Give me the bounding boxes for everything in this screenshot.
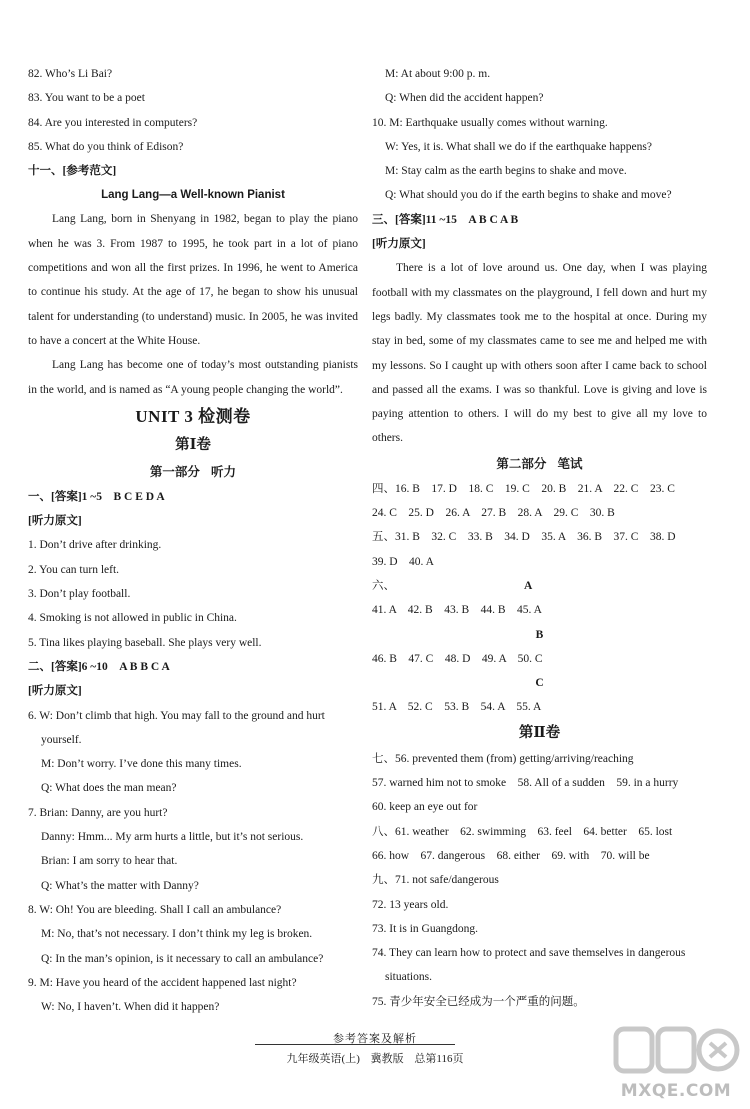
dialogue-line: 8. W: Oh! You are bleeding. Shall I call an ambulance? <box>28 903 282 916</box>
passage-b-label: B <box>535 628 544 641</box>
dialogue-line: Brian: I am sorry to hear that. <box>41 855 178 868</box>
section-8-answers-row: 66. how 67. dangerous 68. either 69. with 70. will be <box>372 849 650 862</box>
volume-1-title: 第Ⅰ卷 <box>175 436 211 453</box>
essay-title: Lang Lang—a Well-known Pianist <box>101 189 285 202</box>
section-7-answers-row: 60. keep an eye out for <box>372 801 478 814</box>
right-column <box>372 62 707 1014</box>
unit-title: UNIT 3 检测卷 <box>135 406 251 426</box>
section-9-answers-row: situations. <box>385 971 432 984</box>
answer-84: 84. Are you interested in computers? <box>28 116 198 129</box>
answer-82: 82. Who’s Li Bai? <box>28 68 113 80</box>
passage-c-answers: 51. A 52. C 53. B 54. A 55. A <box>372 701 542 714</box>
section-4-answers-row: 24. C 25. D 26. A 27. B 28. A 29. C 30. B <box>372 507 615 520</box>
dialogue-line: 10. M: Earthquake usually comes without warning. <box>372 116 608 129</box>
section-9-answers-row: 74. They can learn how to protect and save themselves in dangerous <box>372 947 686 960</box>
dialogue-line: W: Yes, it is. What shall we do if the earthquake happens? <box>385 140 652 153</box>
footer-edition: 冀教版 <box>370 1053 404 1065</box>
dialogue-line: Q: When did the accident happen? <box>385 92 544 105</box>
essay-paragraph-1: Lang Lang, born in Shenyang in 1982, began to play the piano when he was 3. From 1987 to 1995, he took part in a lot of piano competitions and won all the first prizes. In 1996, he went to America to continue his study. At the age of 17, he began to show his unusual talent for understanding (to understand) music. In 2005, he was invited to have a concert at the White House. <box>28 213 358 347</box>
section-1-transcript-label: [听力原文] <box>28 515 82 528</box>
section-11-heading: 十一、[参考范文] <box>28 165 117 178</box>
passage-c-label: C <box>535 677 544 690</box>
passage-b-answers: 46. B 47. C 48. D 49. A 50. C <box>372 652 543 665</box>
section-9-answers-row: 75. 青少年安全已经成为一个严重的问题。 <box>372 995 585 1008</box>
dialogue-line: 7. Brian: Danny, are you hurt? <box>28 806 168 819</box>
essay-paragraph-2: Lang Lang has become one of today’s most outstanding pianists in the world, and is named as “A young people changing the world”. <box>28 359 358 396</box>
section-9-answers-row: 九、71. not safe/dangerous <box>372 874 499 887</box>
section-9-answers-row: 73. It is in Guangdong. <box>372 922 479 935</box>
section-6-label: 六、 <box>372 579 395 592</box>
footer-title: 参考答案及解析 <box>333 1033 417 1045</box>
section-2-answer: 二、[答案]6 ~10 A B B C A <box>28 660 170 673</box>
transcript-item: 5. Tina likes playing baseball. She plays very well. <box>28 636 262 649</box>
dialogue-line: 6. W: Don’t climb that high. You may fall to the ground and hurt <box>28 709 325 722</box>
footer-grade: 九年级英语(上) <box>286 1053 360 1065</box>
dialogue-line: Danny: Hmm... My arm hurts a little, but it’s not serious. <box>41 831 304 844</box>
footer-page-number: 总第116页 <box>414 1053 464 1065</box>
dialogue-line: M: Don’t worry. I’ve done this many times. <box>41 758 242 771</box>
section-6-header-row <box>372 574 707 598</box>
part-2-title: 第二部分 笔试 <box>496 456 583 471</box>
left-column <box>28 62 358 1019</box>
section-3-answer: 三、[答案]11 ~15 A B C A B <box>372 213 519 226</box>
section-3-passage: There is a lot of love around us. One day, when I was playing football with my classmates on the playground, I fell down and hurt my legs badly. My classmates took me to the hospital at once. During my stay in bed, some of my classmates came to see me and helped me with my lessons. So I caught up with others soon after I came back to school and passed all the exams. I was so thankful. Love is giving and love is paying attention to others. I will do my best to give all my love to others. <box>372 262 707 445</box>
footer-divider <box>255 1044 455 1045</box>
section-5-answers-row: 五、31. B 32. C 33. B 34. D 35. A 36. B 37. C 38. D <box>372 531 676 544</box>
dialogue-line: 9. M: Have you heard of the accident happened last night? <box>28 976 297 989</box>
dialogue-line: Q: What does the man mean? <box>41 782 177 795</box>
section-7-answers-row: 七、56. prevented them (from) getting/arriving/reaching <box>372 752 634 765</box>
dialogue-line: M: At about 9:00 p. m. <box>385 68 491 80</box>
dialogue-line: Q: In the man’s opinion, is it necessary to call an ambulance? <box>41 952 324 965</box>
transcript-item: 3. Don’t play football. <box>28 588 131 601</box>
transcript-item: 2. You can turn left. <box>28 563 120 576</box>
section-5-answers-row: 39. D 40. A <box>372 555 434 568</box>
part-1-title: 第一部分 听力 <box>149 464 237 479</box>
watermark-logo <box>610 1023 742 1101</box>
section-8-answers-row: 八、61. weather 62. swimming 63. feel 64. better 65. lost <box>372 825 673 838</box>
watermark-badge-icon <box>610 1023 742 1081</box>
section-7-answers-row: 57. warned him not to smoke 58. All of a sudden 59. in a hurry <box>372 777 679 790</box>
section-9-answers-row: 72. 13 years old. <box>372 898 449 911</box>
transcript-item: 4. Smoking is not allowed in public in China. <box>28 612 237 625</box>
section-3-transcript-label: [听力原文] <box>372 238 426 251</box>
watermark-text: MXQE.COM <box>620 1081 732 1101</box>
section-1-answer: 一、[答案]1 ~5 B C E D A <box>28 490 165 503</box>
dialogue-line: Q: What should you do if the earth begins to shake and move? <box>385 189 672 202</box>
section-4-answers-row: 四、16. B 17. D 18. C 19. C 20. B 21. A 22. C 23. C <box>372 482 675 495</box>
volume-2-title: 第Ⅱ卷 <box>518 724 561 741</box>
transcript-item: 1. Don’t drive after drinking. <box>28 539 162 552</box>
dialogue-line: yourself. <box>41 733 82 746</box>
answer-85: 85. What do you think of Edison? <box>28 140 184 153</box>
dialogue-line: M: No, that’s not necessary. I don’t think my leg is broken. <box>41 928 313 941</box>
section-2-transcript-label: [听力原文] <box>28 685 82 698</box>
passage-a-label: A <box>524 579 533 592</box>
passage-a-answers: 41. A 42. B 43. B 44. B 45. A <box>372 604 542 617</box>
answer-83: 83. You want to be a poet <box>28 92 145 105</box>
dialogue-line: M: Stay calm as the earth begins to shake and move. <box>385 165 627 178</box>
dialogue-line: W: No, I haven’t. When did it happen? <box>41 1001 220 1014</box>
dialogue-line: Q: What’s the matter with Danny? <box>41 879 199 892</box>
